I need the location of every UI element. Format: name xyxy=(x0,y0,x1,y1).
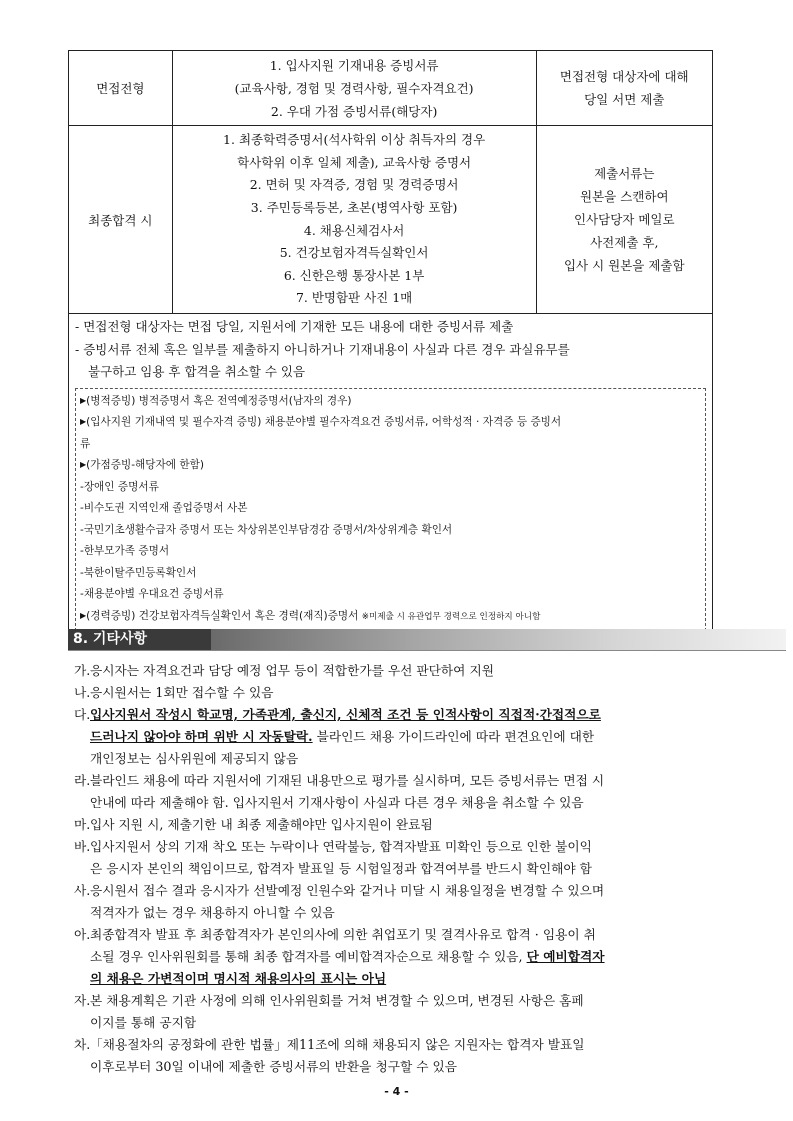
evidence-line: -비수도권 지역인재 졸업증명서 사본 xyxy=(80,502,248,514)
evidence-line: -채용분야별 우대요건 증빙서류 xyxy=(80,588,224,600)
list-item: 아. 최종합격자 발표 후 최종합격자가 본인의사에 의한 취업포기 및 결격사유로 합격 · 임용이 취 소될 경우 인사위원회를 통해 최종 합격자를 예비합격자순으로 채용할 수 있음, 단 예비합격자 의 채용은 가변적이며 명시적 채용의사의 표시는 아님 xyxy=(74,927,605,986)
required-docs-cell: 1. 입사지원 기재내용 증빙서류 (교육사항, 경험 및 경력사항, 필수자격요건) 2. 우대 가점 증빙서류(해당자) xyxy=(172,51,536,126)
section-divider xyxy=(68,650,786,651)
list-item: 바. 입사지원서 상의 기재 착오 또는 누락이나 연락불능, 합격자발표 미확인 등으로 인한 불이익 은 응시자 본인의 책임이므로, 합격자 발표일 등 시험일정과 합격여부를 반드시 확인해야 함 xyxy=(74,839,592,876)
notes-cell xyxy=(69,314,713,638)
note-line: 불구하고 임용 후 합격을 취소할 수 있음 xyxy=(88,364,306,379)
submission-method-cell: 면접전형 대상자에 대해 당일 서면 제출 xyxy=(536,51,712,126)
list-item: 라. 블라인드 채용에 따라 지원서에 기재된 내용만으로 평가를 실시하며, 모든 증빙서류는 면접 시 안내에 따라 제출해야 함. 입사지원서 기재사항이 사실과 다른 경우 채용을 취소할 수 있음 xyxy=(74,773,605,810)
evidence-line: -한부모가족 증명서 xyxy=(80,545,170,557)
documents-table xyxy=(68,50,713,638)
section-gradient xyxy=(211,629,786,650)
evidence-box xyxy=(75,388,706,632)
note-line: - 면접전형 대상자는 면접 당일, 지원서에 기재한 모든 내용에 대한 증빙서류 제출 xyxy=(75,319,514,334)
evidence-line: 류 xyxy=(80,437,91,450)
list-item: 나. 응시원서는 1회만 접수할 수 있음 xyxy=(74,685,274,700)
triangle-bullet-icon: ▶ xyxy=(80,395,87,405)
notice-list xyxy=(74,660,734,1078)
submission-method-cell: 제출서류는 원본을 스캔하여 인사담당자 메일로 사전제출 후, 입사 시 원본을 제출함 xyxy=(536,126,712,314)
triangle-bullet-icon: ▶ xyxy=(80,460,87,469)
evidence-line: -국민기초생활수급자 증명서 또는 차상위본인부담경감 증명서/차상위계층 확인서 xyxy=(80,523,453,536)
triangle-bullet-icon: ▶ xyxy=(80,417,87,426)
required-docs-cell: 1. 최종학력증명서(석사학위 이상 취득자의 경우 학사학위 이후 일체 제출), 교육사항 증명서 2. 면허 및 자격증, 경험 및 경력증명서 3. 주민등록등본, 초본(병역사항 포함) 4. 채용신체검사서 5. 건강보험자격득실확인서 6. 신한은행 통장사본 1부 7. 반명함판 사진 1매 xyxy=(172,126,536,314)
evidence-line: -북한이탈주민등록확인서 xyxy=(80,566,197,579)
list-item: 마. 입사 지원 시, 제출기한 내 최종 제출해야만 입사지원이 완료됨 xyxy=(74,817,433,832)
stage-cell: 최종합격 시 xyxy=(69,126,173,314)
list-item: 자. 본 채용계획은 기관 사정에 의해 인사위원회를 거쳐 변경할 수 있으며, 변경된 사항은 홈페 이지를 통해 공지함 xyxy=(74,993,584,1030)
table-row-interview xyxy=(69,51,713,126)
evidence-line: -장애인 증명서류 xyxy=(80,480,159,493)
evidence-line: ▶(경력증빙) 건강보험자격득실확인서 혹은 경력(재직)증명서 ※미제출 시 유관업무 경력으로 인정하지 아니함 xyxy=(80,609,541,622)
page-number: - 4 - xyxy=(384,1085,409,1098)
triangle-bullet-icon: ▶ xyxy=(80,610,87,620)
table-row-final xyxy=(69,126,713,314)
list-item: 가. 응시자는 자격요건과 담당 예정 업무 등이 적합한가를 우선 판단하여 지원 xyxy=(74,663,494,678)
table-row-notes xyxy=(69,314,713,638)
note-line: - 증빙서류 전체 혹은 일부를 제출하지 아니하거나 기재내용이 사실과 다른 경우 과실유무를 xyxy=(75,341,570,357)
evidence-line: ▶(입사지원 기재내역 및 필수자격 증빙) 채용분야별 필수자격요건 증빙서류, 어학성적 · 자격증 등 증빙서 xyxy=(80,416,562,428)
section-heading xyxy=(68,629,786,650)
list-item: 차. 「채용절차의 공정화에 관한 법률」제11조에 의해 채용되지 않은 지원자는 합격자 발표일 이후로부터 30일 이내에 제출한 증빙서류의 반환을 청구할 수 있음 xyxy=(74,1037,585,1074)
evidence-line: ▶(가점증빙-해당자에 한함) xyxy=(80,459,204,471)
evidence-line: ▶(병적증빙) 병적증명서 혹은 전역예정증명서(남자의 경우) xyxy=(80,394,352,407)
section-title: 8. 기타사항 xyxy=(68,629,211,650)
list-item: 사. 응시원서 접수 결과 응시자가 선발예정 인원수와 같거나 미달 시 채용일정을 변경할 수 있으며 적격자가 없는 경우 채용하지 아니할 수 있음 xyxy=(74,883,605,920)
list-item: 다. 입사지원서 작성시 학교명, 가족관계, 출신지, 신체적 조건 등 인적사항이 직접적·간접적으로 드러나지 않아야 하며 위반 시 자동탈락. 블라인드 채용 가이드라인에 따라 편견요인에 대한 개인정보는 심사위원에 제공되지 않음 xyxy=(74,707,601,766)
stage-cell: 면접전형 xyxy=(69,51,173,126)
